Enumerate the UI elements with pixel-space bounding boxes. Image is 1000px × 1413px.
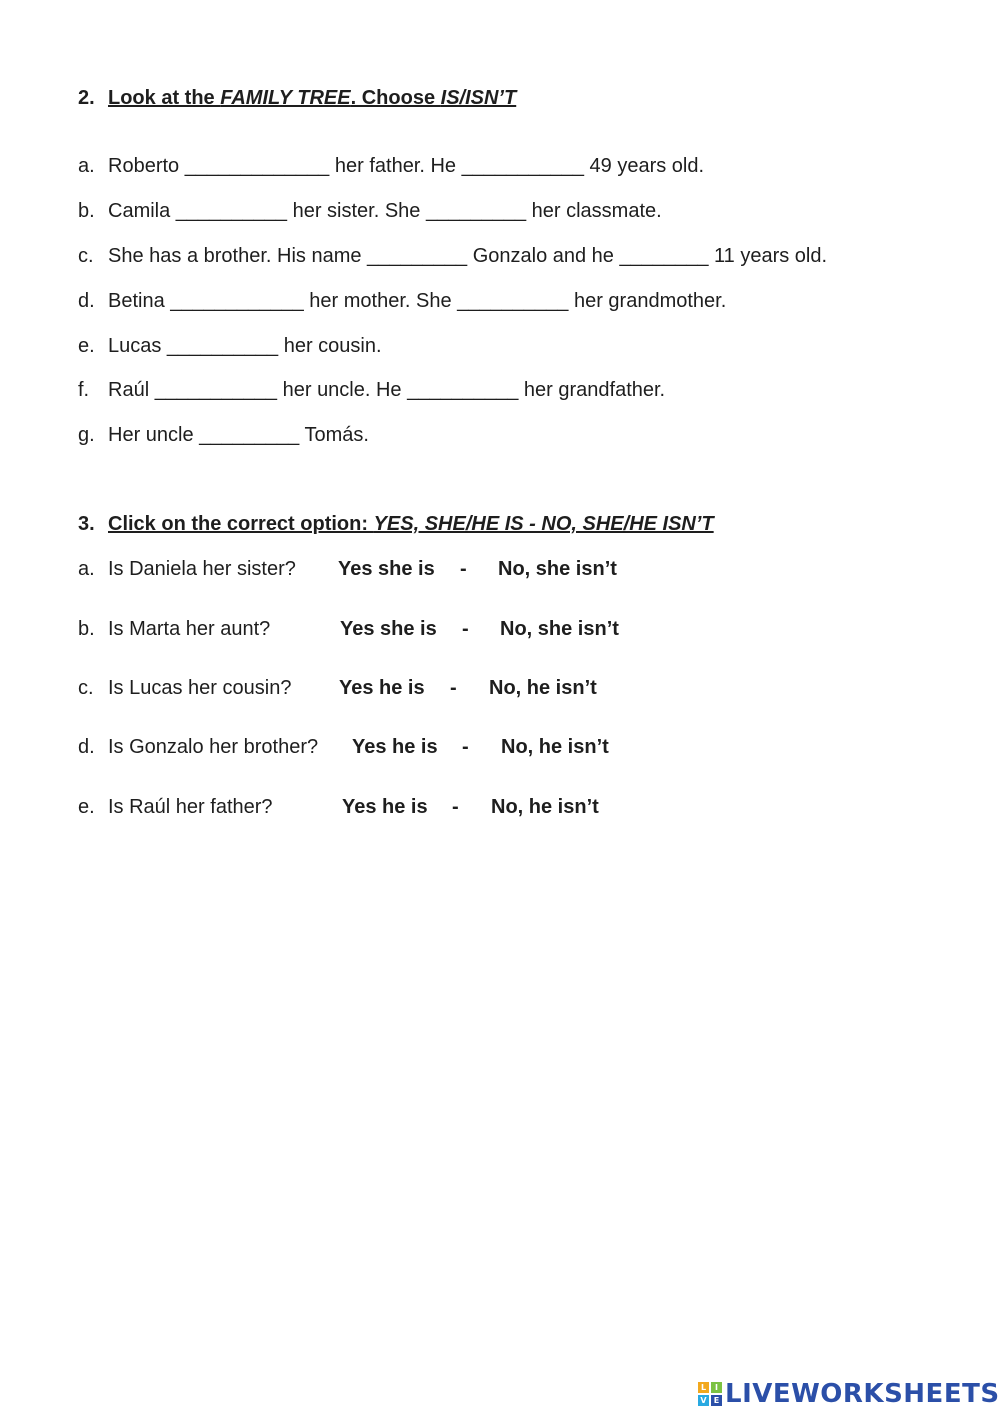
exercise-item-g[interactable]	[78, 423, 369, 447]
item-sentence[interactable]: Lucas __________ her cousin.	[108, 335, 382, 357]
exercise-item-a[interactable]	[78, 154, 704, 178]
logo-grid-icon	[698, 1382, 722, 1406]
option-separator: -	[462, 618, 469, 640]
item-sentence[interactable]: She has a brother. His name _________ Gonzalo and he ________ 11 years old.	[108, 245, 828, 267]
no-option-e[interactable]: No, he isn’t	[491, 796, 599, 818]
logo-letter-l: L	[698, 1382, 709, 1393]
logo-letter-i: I	[711, 1382, 722, 1393]
question-item-a	[78, 557, 296, 581]
item-letter: c.	[78, 245, 94, 267]
item-sentence[interactable]: Raúl ___________ her uncle. He __________ her grandfather.	[108, 379, 666, 401]
section-3-heading	[78, 512, 714, 536]
item-letter: d.	[78, 290, 95, 312]
question-text: Is Gonzalo her brother?	[108, 736, 319, 758]
item-letter: f.	[78, 379, 90, 401]
yes-option-a[interactable]: Yes she is	[338, 558, 435, 580]
no-option-c[interactable]: No, he isn’t	[489, 677, 597, 699]
option-separator: -	[462, 736, 469, 758]
yes-option-d[interactable]: Yes he is	[352, 736, 438, 758]
yes-option-c[interactable]: Yes he is	[339, 677, 425, 699]
no-option-a[interactable]: No, she isn’t	[498, 558, 617, 580]
exercise-item-e[interactable]	[78, 334, 382, 358]
item-letter: b.	[78, 200, 95, 222]
question-item-b	[78, 617, 270, 641]
item-letter: a.	[78, 558, 95, 580]
exercise-item-b[interactable]	[78, 199, 662, 223]
item-letter: e.	[78, 335, 95, 357]
exercise-item-d[interactable]	[78, 289, 726, 313]
no-option-d[interactable]: No, he isn’t	[501, 736, 609, 758]
logo-text: LIVEWORKSHEETS	[725, 1379, 1000, 1409]
no-option-b[interactable]: No, she isn’t	[500, 618, 619, 640]
section-number: 3.	[78, 513, 95, 535]
section-number: 2.	[78, 87, 95, 109]
question-item-c	[78, 676, 291, 700]
item-letter: a.	[78, 155, 95, 177]
section-2-heading	[78, 86, 516, 110]
question-item-e	[78, 795, 273, 819]
item-sentence[interactable]: Roberto _____________ her father. He ___________ 49 years old.	[108, 155, 705, 177]
item-letter: b.	[78, 618, 95, 640]
question-text: Is Lucas her cousin?	[108, 677, 292, 699]
option-separator: -	[452, 796, 459, 818]
section-title: Look at the FAMILY TREE. Choose IS/ISN’T	[108, 87, 517, 109]
option-separator: -	[460, 558, 467, 580]
item-sentence[interactable]: Betina ____________ her mother. She __________ her grandmother.	[108, 290, 727, 312]
liveworksheets-logo	[698, 1378, 1000, 1410]
yes-option-e[interactable]: Yes he is	[342, 796, 428, 818]
item-sentence[interactable]: Her uncle _________ Tomás.	[108, 424, 369, 446]
option-separator: -	[450, 677, 457, 699]
question-text: Is Raúl her father?	[108, 796, 273, 818]
item-sentence[interactable]: Camila __________ her sister. She _________ her classmate.	[108, 200, 662, 222]
exercise-item-f[interactable]	[78, 378, 665, 402]
item-letter: g.	[78, 424, 95, 446]
logo-letter-e: E	[711, 1395, 722, 1406]
section-title: Click on the correct option: YES, SHE/HE IS - NO, SHE/HE ISN’T	[108, 513, 714, 535]
question-text: Is Marta her aunt?	[108, 618, 271, 640]
item-letter: d.	[78, 736, 95, 758]
item-letter: e.	[78, 796, 95, 818]
question-item-d	[78, 735, 318, 759]
item-letter: c.	[78, 677, 94, 699]
logo-letter-v: V	[698, 1395, 709, 1406]
question-text: Is Daniela her sister?	[108, 558, 296, 580]
exercise-item-c[interactable]	[78, 244, 827, 268]
yes-option-b[interactable]: Yes she is	[340, 618, 437, 640]
